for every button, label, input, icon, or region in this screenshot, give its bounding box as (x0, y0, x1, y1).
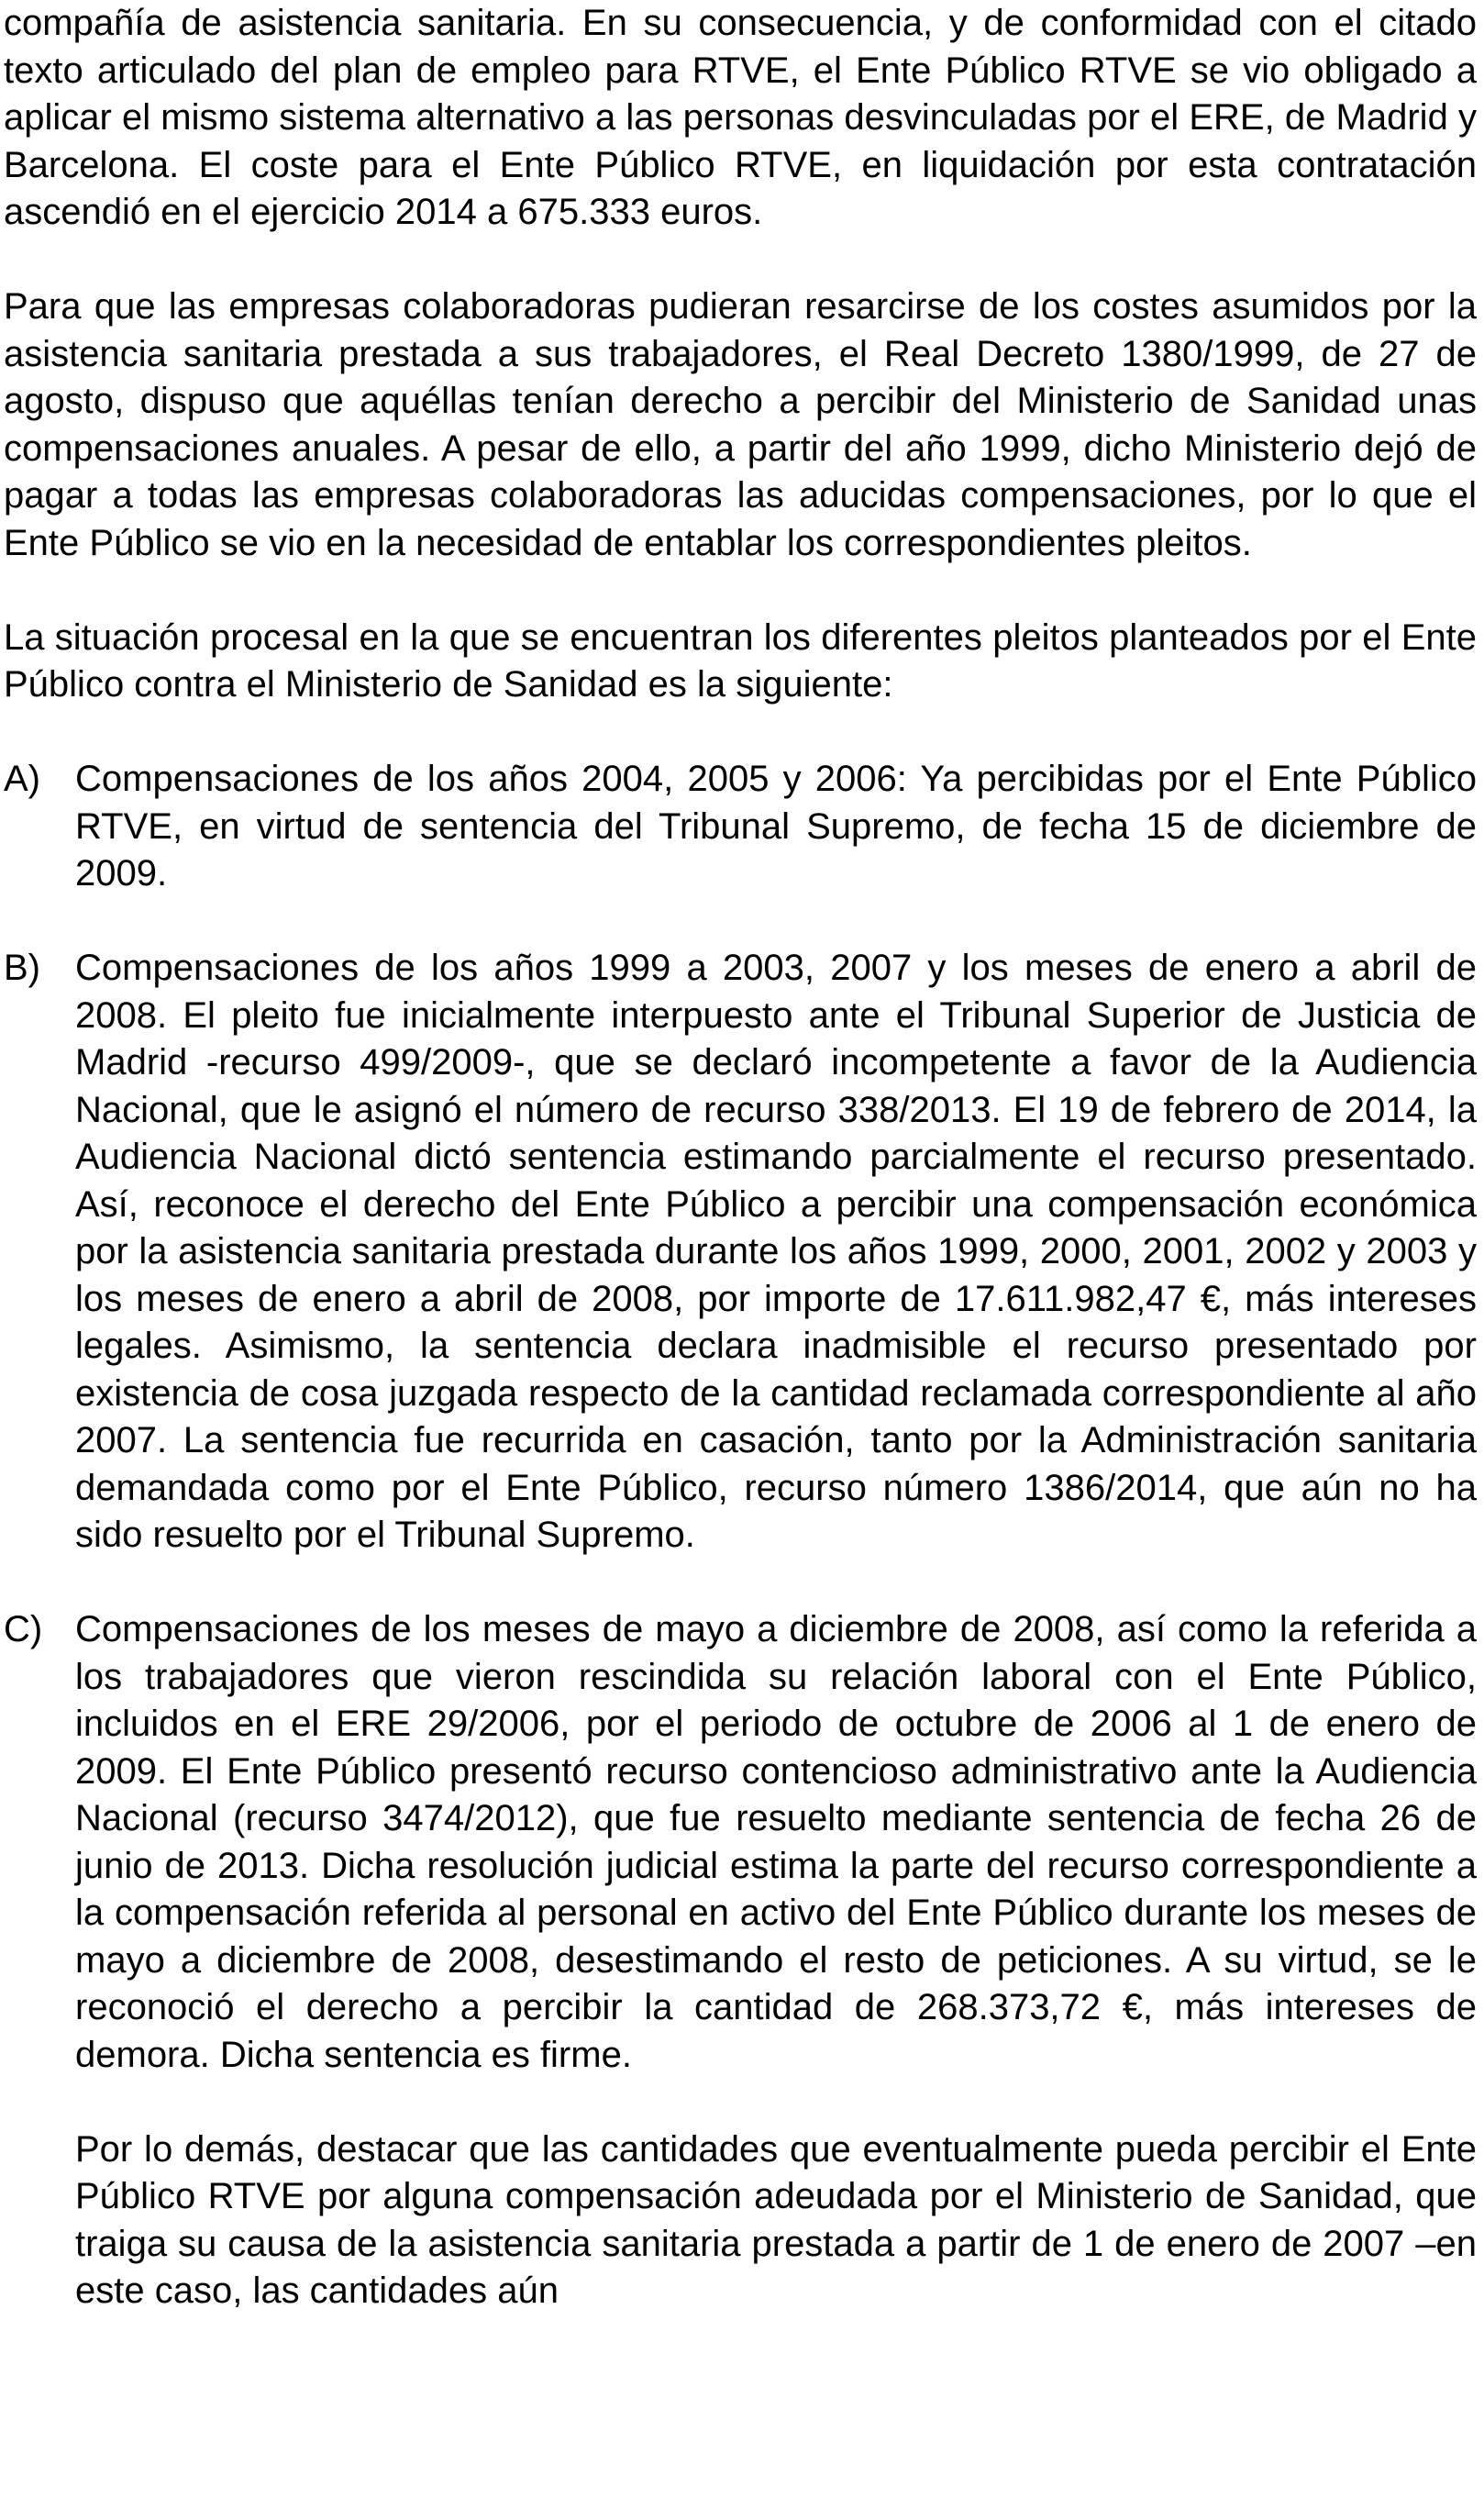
paragraph-asistencia-sanitaria-coste: compañía de asistencia sanitaria. En su consecuencia, y de conformidad con el citado texto articulado del plan de empleo para RTVE, el Ente Público RTVE se vio obligado a aplicar el mismo sistema alternativo a las personas desvinculadas por el ERE, de Madrid y Barcelona. El coste para el Ente Público RTVE, en liquidación por esta contratación ascendió en el ejercicio 2014 a 675.333 euros. (4, 3, 1477, 232)
list-marker-b: B) (4, 948, 40, 988)
list-item-c (4, 1606, 1477, 2079)
list-item-a (4, 756, 1477, 898)
paragraph-closing: Por lo demás, destacar que las cantidades que eventualmente pueda percibir el Ente Público RTVE por alguna compensación adeudada por el Ministerio de Sanidad, que traiga su causa de la asistencia sanitaria prestada a partir de 1 de enero de 2007 –en este caso, las cantidades aún (75, 2128, 1477, 2311)
paragraph-compensaciones-real-decreto: Para que las empresas colaboradoras pudieran resarcirse de los costes asumidos por la asistencia sanitaria prestada a sus trabajadores, el Real Decreto 1380/1999, de 27 de agosto, dispuso que aquéllas tenían derecho a percibir del Ministerio de Sanidad unas compensaciones anuales. A pesar de ello, a partir del año 1999, dicho Ministerio dejó de pagar a todas las empresas colaboradoras las aducidas compensaciones, por lo que el Ente Público se vio en la necesidad de entablar los correspondientes pleitos. (4, 286, 1477, 563)
list-marker-a: A) (4, 759, 40, 799)
list-item-b (4, 945, 1477, 1560)
paragraph-situacion-procesal: La situación procesal en la que se encuentran los diferentes pleitos planteados por el Ente Público contra el Ministerio de Sanidad es la siguiente: (4, 616, 1477, 705)
list-item-c-text: Compensaciones de los meses de mayo a diciembre de 2008, así como la referida a los trabajadores que vieron rescindida su relación laboral con el Ente Público, incluidos en el ERE 29/2006, por el periodo de octubre de 2006 al 1 de enero de 2009. El Ente Público presentó recurso contencioso administrativo ante la Audiencia Nacional (recurso 3474/2012), que fue resuelto mediante sentencia de fecha 26 de junio de 2013. Dicha resolución judicial estima la parte del recurso correspondiente a la compensación referida al personal en activo del Ente Público durante los meses de mayo a diciembre de 2008, desestimando el resto de peticiones. A su virtud, se le reconoció el derecho a percibir la cantidad de 268.373,72 €, más intereses de demora. Dicha sentencia es firme. (75, 1609, 1477, 2075)
list-marker-c: C) (4, 1609, 43, 1649)
list-item-b-text: Compensaciones de los años 1999 a 2003, 2007 y los meses de enero a abril de 2008. El pleito fue inicialmente interpuesto ante el Tribunal Superior de Justicia de Madrid -recurso 499/2009-, que se declaró incompetente a favor de la Audiencia Nacional, que le asignó el número de recurso 338/2013. El 19 de febrero de 2014, la Audiencia Nacional dictó sentencia estimando parcialmente el recurso presentado. Así, reconoce el derecho del Ente Público a percibir una compensación económica por la asistencia sanitaria prestada durante los años 1999, 2000, 2001, 2002 y 2003 y los meses de enero a abril de 2008, por importe de 17.611.982,47 €, más intereses legales. Asimismo, la sentencia declara inadmisible el recurso presentado por existencia de cosa juzgada respecto de la cantidad reclamada correspondiente al año 2007. La sentencia fue recurrida en casación, tanto por la Administración sanitaria demandada como por el Ente Público, recurso número 1386/2014, que aún no ha sido resuelto por el Tribunal Supremo. (75, 948, 1477, 1555)
list-item-a-text: Compensaciones de los años 2004, 2005 y 2006: Ya percibidas por el Ente Público RTVE, en virtud de sentencia del Tribunal Supremo, de fecha 15 de diciembre de 2009. (75, 759, 1477, 894)
